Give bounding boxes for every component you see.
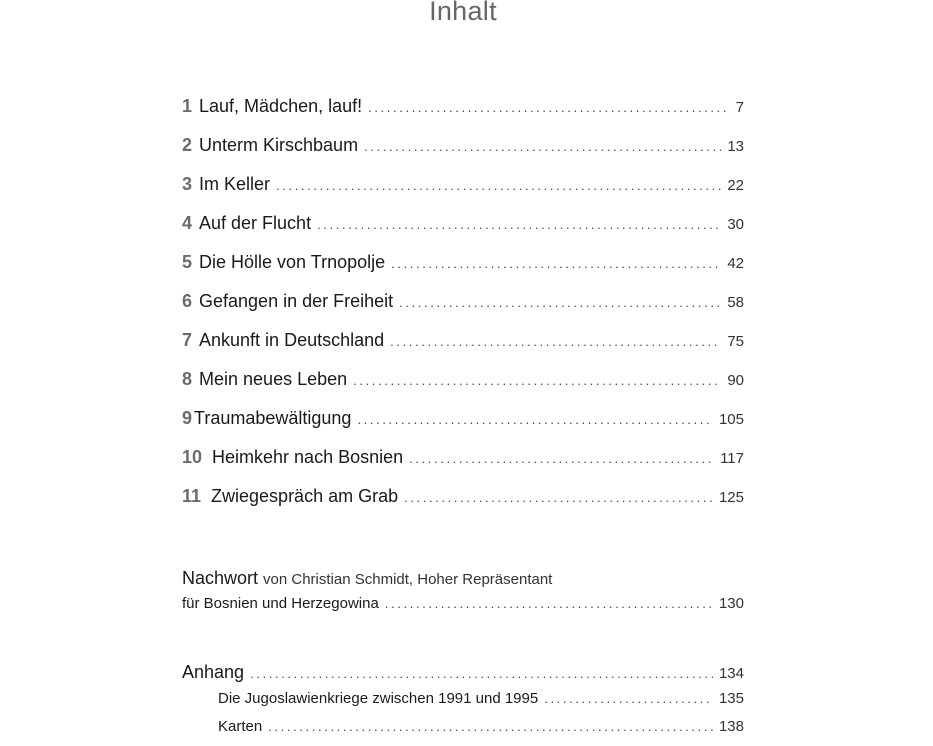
toc-entry[interactable] — [182, 96, 744, 135]
leader-dots — [544, 691, 713, 706]
page-number: 125 — [718, 489, 744, 506]
page-number: 42 — [727, 255, 744, 272]
toc-entry[interactable] — [182, 291, 744, 330]
nachwort-author: von Christian Schmidt, Hoher Repräsentant — [263, 571, 553, 588]
subentry-title: Karten — [218, 718, 263, 735]
page-number: 105 — [718, 411, 744, 428]
toc-entry[interactable] — [182, 408, 744, 447]
nachwort-subline-row — [182, 595, 744, 625]
toc-entry[interactable] — [182, 213, 744, 252]
chapter-title: Heimkehr nach Bosnien — [212, 447, 404, 467]
page-number: 130 — [718, 595, 744, 612]
page-number: 75 — [727, 333, 744, 350]
toc-subentry[interactable] — [182, 718, 744, 746]
page-number: 58 — [727, 294, 744, 311]
chapter-title: Unterm Kirschbaum — [199, 135, 359, 155]
page-number: 13 — [727, 138, 744, 155]
page-number: 134 — [718, 665, 744, 682]
nachwort-heading: Nachwort — [182, 568, 259, 588]
page-number: 22 — [727, 177, 744, 194]
chapter-number: 5 — [182, 252, 193, 272]
leader-dots — [268, 719, 713, 734]
page-number: 90 — [727, 372, 744, 389]
leader-dots — [276, 178, 721, 193]
leader-dots — [409, 451, 714, 466]
page-number: 117 — [720, 450, 744, 467]
page-number: 135 — [718, 690, 744, 707]
leader-dots — [390, 334, 721, 349]
leader-dots — [250, 666, 713, 681]
chapter-title: Auf der Flucht — [199, 213, 312, 233]
chapter-title: Traumabewältigung — [194, 408, 352, 428]
toc-entry[interactable] — [182, 330, 744, 369]
page-title: Inhalt — [429, 0, 497, 26]
chapter-title: Zwiegespräch am Grab — [211, 486, 399, 506]
chapter-title: Im Keller — [199, 174, 271, 194]
chapter-number: 9 — [182, 408, 193, 428]
chapter-number: 4 — [182, 213, 193, 233]
chapter-title: Mein neues Leben — [199, 369, 348, 389]
toc-entry[interactable] — [182, 486, 744, 525]
toc-nachwort[interactable] — [182, 568, 744, 625]
subentry-title: Die Jugoslawienkriege zwischen 1991 und 1995 — [218, 690, 539, 707]
page-number: 7 — [735, 99, 744, 116]
chapter-number: 2 — [182, 135, 193, 155]
toc-entry[interactable] — [182, 135, 744, 174]
chapter-title: Gefangen in der Freiheit — [199, 291, 394, 311]
leader-dots — [364, 139, 721, 154]
toc-anhang — [182, 662, 744, 746]
chapter-number: 7 — [182, 330, 193, 350]
page-number: 30 — [727, 216, 744, 233]
leader-dots — [357, 412, 713, 427]
toc-entry[interactable] — [182, 662, 744, 690]
chapter-number: 6 — [182, 291, 193, 311]
chapter-number: 3 — [182, 174, 193, 194]
nachwort-heading-row — [182, 568, 744, 595]
chapter-number: 10 — [182, 447, 203, 467]
leader-dots — [404, 490, 713, 505]
page-number: 138 — [718, 718, 744, 735]
toc-entry[interactable] — [182, 369, 744, 408]
chapter-number: 8 — [182, 369, 193, 389]
anhang-heading: Anhang — [182, 662, 245, 682]
leader-dots — [391, 256, 721, 271]
leader-dots — [368, 100, 730, 115]
leader-dots — [399, 295, 721, 310]
toc-entry[interactable] — [182, 174, 744, 213]
leader-dots — [385, 596, 713, 611]
toc-chapter-list — [182, 96, 744, 525]
chapter-title: Die Hölle von Trnopolje — [199, 252, 386, 272]
chapter-number: 1 — [182, 96, 193, 116]
chapter-title: Ankunft in Deutschland — [199, 330, 385, 350]
leader-dots — [353, 373, 721, 388]
chapter-title: Lauf, Mädchen, lauf! — [199, 96, 363, 116]
toc-subentry[interactable] — [182, 690, 744, 718]
toc-entry[interactable] — [182, 447, 744, 486]
nachwort-subtitle: für Bosnien und Herzegowina — [182, 595, 379, 612]
toc-entry[interactable] — [182, 252, 744, 291]
chapter-number: 11 — [182, 486, 202, 506]
leader-dots — [317, 217, 721, 232]
